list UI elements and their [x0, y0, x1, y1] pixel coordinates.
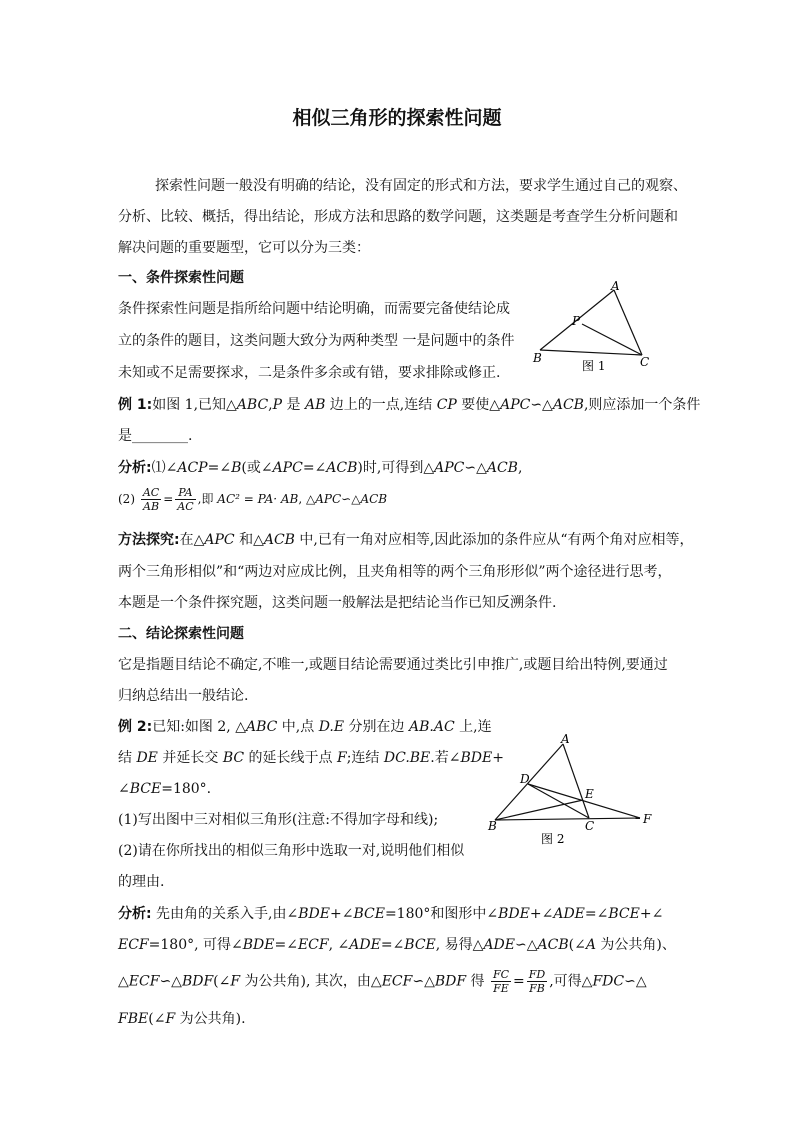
analysis-2-line-2: ECF=180°, 可得∠BDE=∠ECF, ∠ADE=∠BCE, 易得△ADE∽△ACB(∠A 为公共角)、	[118, 937, 676, 953]
example-2-line-3: ∠BCE=180°.	[118, 781, 212, 797]
intro-line-2: 分析、比较、概括，得出结论，形成方法和思路的数学问题，这类题是考查学生分析问题和	[118, 209, 678, 225]
example-1-line-2: 是________.	[118, 428, 193, 444]
fig1-caption: 图 1	[582, 359, 606, 373]
section-1-heading: 一、条件探索性问题	[118, 270, 244, 286]
fraction-fc-fe: $\frac{FC}{FE}$	[492, 968, 510, 995]
fig2-side-ac	[563, 744, 589, 818]
intro-line-3: 解决问题的重要题型，它可以分为三类：	[118, 240, 370, 256]
intro-line-1: 探索性问题一般没有明确的结论，没有固定的形式和方法，要求学生通过自己的观察、	[155, 178, 687, 194]
section-1-line-2: 立的条件的题目，这类问题大致分为两种类型 一是问题中的条件	[118, 333, 515, 349]
fig1-label-a: A	[611, 279, 620, 293]
example-2-question-2-cont: 的理由.	[118, 874, 165, 890]
analysis-1-line-2: (2) $\frac{AC}{AB}$ = $\frac{PA}{AC}$ ,即 AC² = PA· AB, △APC∽△ACB	[118, 486, 388, 513]
fig1-side-bc	[540, 350, 642, 355]
fig2-label-a: A	[561, 732, 570, 746]
fig2-line-bf	[495, 818, 640, 820]
method-1-line-1: 方法探究:在△APC 和△ACB 中,已有一角对应相等,因此添加的条件应从“有两个角对应相等，	[118, 532, 694, 548]
section-1-line-1: 条件探索性问题是指所给问题中结论明确，而需要完备使结论成	[118, 301, 510, 317]
analysis-2-line-4: FBE(∠F 为公共角).	[118, 1011, 246, 1027]
fig2-segment-be	[495, 800, 583, 820]
fig1-label-b: B	[533, 351, 542, 365]
fig1-segment-cp	[582, 324, 642, 355]
fraction-pa-ac: $\frac{PA}{AC}$	[177, 486, 194, 513]
example-2-line-1: 例 2:已知:如图 2, △ABC 中,点 D.E 分别在边 AB.AC 上,连	[118, 719, 492, 735]
example-2-line-2: 结 DE 并延长交 BC 的延长线于点 F;连结 DC.BE.若∠BDE+	[118, 750, 504, 766]
example-2-question-2: (2)请在你所找出的相似三角形中选取一对,说明他们相似	[118, 843, 465, 859]
analysis-1-line-1: 分析:⑴∠ACP=∠B(或∠APC=∠ACB)时,可得到△APC∽△ACB,	[118, 460, 523, 476]
fig1-label-p: P	[572, 314, 581, 328]
fig2-label-c: C	[585, 819, 595, 833]
fig2-line-df	[528, 784, 640, 818]
fig2-caption: 图 2	[541, 832, 565, 846]
fig2-label-b: B	[488, 819, 497, 833]
fig2-label-e: E	[585, 787, 594, 801]
figure-1-diagram	[530, 278, 660, 374]
page-title: 相似三角形的探索性问题	[292, 107, 502, 129]
analysis-2-line-3: △ECF∽△BDF(∠F 为公共角), 其次，由△ECF∽△BDF 得 $\frac{FC}{FE}$ = $\frac{FD}{FB}$ ,可得△FDC∽△	[118, 968, 647, 995]
example-2-question-1: (1)写出图中三对相似三角形(注意:不得加字母和线);	[118, 812, 439, 828]
method-1-line-3: 本题是一个条件探究题，这类问题一般解法是把结论当作已知反溯条件.	[118, 595, 557, 611]
section-2-line-1: 它是指题目结论不确定,不唯一,或题目结论需要通过类比引申推广,或题目给出特例,要通过	[118, 657, 668, 673]
fig1-side-ac	[614, 290, 642, 355]
fig2-label-f: F	[643, 812, 652, 826]
analysis-2-line-1: 分析: 先由角的关系入手,由∠BDE+∠BCE=180°和图形中∠BDE+∠ADE=∠BCE+∠	[118, 906, 664, 922]
fraction-ac-ab: $\frac{AC}{AB}$	[142, 486, 160, 513]
method-1-line-2: 两个三角形相似”和“两边对应成比例，且夹角相等的两个三角形形似”两个途径进行思考，	[118, 564, 672, 580]
section-2-heading: 二、结论探索性问题	[118, 626, 244, 642]
fig1-label-c: C	[640, 355, 650, 369]
figure-2-diagram	[485, 730, 660, 848]
fraction-fd-fb: $\frac{FD}{FB}$	[528, 968, 546, 995]
fig2-label-d: D	[520, 772, 530, 786]
example-1-line-1: 例 1:如图 1,已知△ABC,P 是 AB 边上的一点,连结 CP 要使△APC∽△ACB,则应添加一个条件	[118, 397, 701, 413]
section-1-line-3: 未知或不足需要探求，二是条件多余或有错，要求排除或修正.	[118, 365, 501, 381]
section-2-line-2: 归纳总结出一般结论.	[118, 688, 249, 704]
